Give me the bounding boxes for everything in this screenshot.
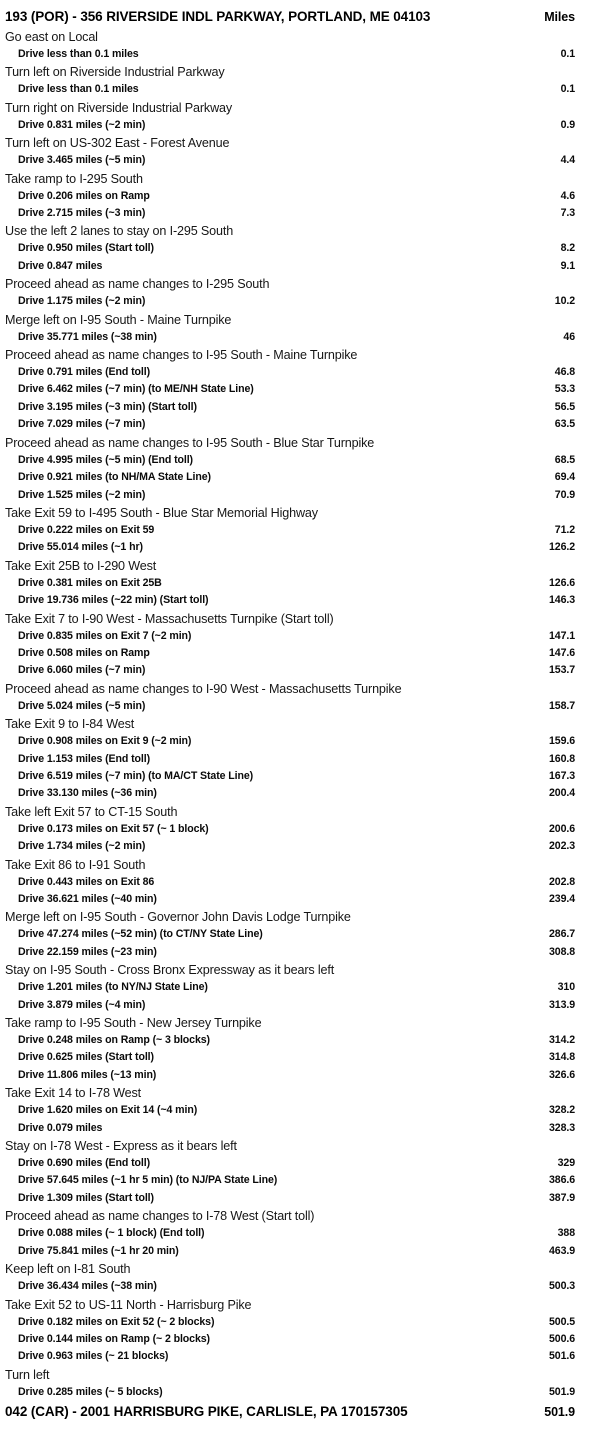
step-instruction: Turn left on Riverside Industrial Parkway xyxy=(5,65,225,80)
drive-segment-text: Drive 33.130 miles (~36 min) xyxy=(18,787,157,800)
cumulative-miles-value: 147.6 xyxy=(548,646,575,659)
drive-segment-row xyxy=(5,1049,575,1066)
step-instruction: Keep left on I-81 South xyxy=(5,1262,131,1277)
drive-segment-text: Drive less than 0.1 miles xyxy=(18,48,139,60)
drive-segment-text: Drive 0.088 miles (~ 1 block) (End toll) xyxy=(18,1227,205,1240)
drive-segment-text: Drive 6.462 miles (~7 min) (to ME/NH State Line) xyxy=(18,383,254,396)
cumulative-miles-value: 500.5 xyxy=(548,1315,575,1328)
drive-segment-row xyxy=(5,364,575,381)
step-instruction: Take ramp to I-95 South - New Jersey Turnpike xyxy=(5,1016,262,1031)
drive-segment-row xyxy=(5,575,575,592)
cumulative-miles-value: 160.8 xyxy=(548,752,575,765)
drive-segment-text: Drive 0.835 miles on Exit 7 (~2 min) xyxy=(18,629,192,642)
step-instruction: Merge left on I-95 South - Governor John Davis Lodge Turnpike xyxy=(5,910,351,925)
drive-segment-text: Drive 0.182 miles on Exit 52 (~ 2 blocks) xyxy=(18,1315,215,1328)
cumulative-miles-value: 4.4 xyxy=(560,154,575,167)
drive-segment-row xyxy=(5,1331,575,1348)
drive-segment-text: Drive 2.715 miles (~3 min) xyxy=(18,207,146,220)
drive-segment-row xyxy=(5,1384,575,1401)
drive-segment-text: Drive 0.508 miles on Ramp xyxy=(18,646,150,659)
step-instruction: Merge left on I-95 South - Maine Turnpike xyxy=(5,312,232,327)
drive-segment-text: Drive 0.144 miles on Ramp (~ 2 blocks) xyxy=(18,1332,210,1345)
step-instruction: Use the left 2 lanes to stay on I-295 South xyxy=(5,224,234,239)
drive-segment-text: Drive 0.921 miles (to NH/MA State Line) xyxy=(18,471,211,484)
drive-segment-row xyxy=(5,1155,575,1172)
steps-list xyxy=(5,28,575,1401)
cumulative-miles-value: 328.2 xyxy=(548,1104,575,1117)
drive-segment-text: Drive 0.173 miles on Exit 57 (~ 1 block) xyxy=(18,822,209,835)
drive-segment-row xyxy=(5,944,575,961)
drive-segment-row xyxy=(5,452,575,469)
step-instruction: Proceed ahead as name changes to I-90 West - Massachusetts Turnpike xyxy=(5,681,402,696)
cumulative-miles-value: 153.7 xyxy=(548,664,575,677)
cumulative-miles-value: 146.3 xyxy=(548,594,575,607)
drive-segment-row xyxy=(5,838,575,855)
step-instruction: Take Exit 14 to I-78 West xyxy=(5,1086,142,1101)
cumulative-miles-value: 326.6 xyxy=(548,1068,575,1081)
drive-segment-text: Drive 36.621 miles (~40 min) xyxy=(18,893,157,905)
cumulative-miles-value: 202.3 xyxy=(548,840,575,853)
drive-segment-row xyxy=(5,926,575,943)
drive-segment-row xyxy=(5,1243,575,1260)
cumulative-miles-value: 0.9 xyxy=(560,118,575,131)
cumulative-miles-value: 501.6 xyxy=(548,1350,575,1363)
cumulative-miles-value: 46 xyxy=(563,330,575,343)
drive-segment-row xyxy=(5,46,575,63)
cumulative-miles-value: 46.8 xyxy=(554,366,575,379)
drive-segment-text: Drive 75.841 miles (~1 hr 20 min) xyxy=(18,1244,179,1257)
drive-segment-row xyxy=(5,874,575,891)
drive-segment-text: Drive 0.625 miles (Start toll) xyxy=(18,1051,154,1064)
cumulative-miles-value: 0.1 xyxy=(560,48,575,60)
cumulative-miles-value: 7.3 xyxy=(560,207,575,220)
drive-segment-row xyxy=(5,751,575,768)
step-instruction: Turn right on Riverside Industrial Parkway xyxy=(5,100,233,115)
drive-segment-text: Drive 0.908 miles on Exit 9 (~2 min) xyxy=(18,735,192,748)
drive-segment-row xyxy=(5,1225,575,1242)
drive-segment-text: Drive 57.645 miles (~1 hr 5 min) (to NJ/PA State Line) xyxy=(18,1174,278,1187)
drive-segment-text: Drive 0.950 miles (Start toll) xyxy=(18,242,154,255)
drive-segment-text: Drive 7.029 miles (~7 min) xyxy=(18,418,146,431)
step-instruction: Take left Exit 57 to CT-15 South xyxy=(5,804,178,819)
cumulative-miles-value: 313.9 xyxy=(548,998,575,1011)
drive-segment-text: Drive 0.285 miles (~ 5 blocks) xyxy=(18,1385,163,1398)
destination-total-miles: 501.9 xyxy=(544,1405,575,1420)
cumulative-miles-value: 329 xyxy=(557,1157,575,1170)
cumulative-miles-value: 0.1 xyxy=(560,83,575,96)
drive-segment-text: Drive 1.201 miles (to NY/NJ State Line) xyxy=(18,981,208,994)
step-instruction: Take Exit 25B to I-290 West xyxy=(5,558,157,573)
drive-segment-text: Drive 0.791 miles (End toll) xyxy=(18,366,151,379)
destination-title: 042 (CAR) - 2001 HARRISBURG PIKE, CARLISLE, PA 170157305 xyxy=(5,1404,408,1420)
drive-segment-text: Drive 36.434 miles (~38 min) xyxy=(18,1280,157,1293)
cumulative-miles-value: 167.3 xyxy=(548,769,575,782)
drive-segment-text: Drive 55.014 miles (~1 hr) xyxy=(18,541,143,554)
drive-segment-row xyxy=(5,628,575,645)
drive-segment-row xyxy=(5,821,575,838)
drive-segment-row xyxy=(5,1172,575,1189)
cumulative-miles-value: 147.1 xyxy=(548,629,575,642)
cumulative-miles-value: 126.6 xyxy=(548,576,575,589)
cumulative-miles-value: 328.3 xyxy=(548,1121,575,1134)
cumulative-miles-value: 386.6 xyxy=(548,1174,575,1187)
drive-segment-text: Drive 0.381 miles on Exit 25B xyxy=(18,576,162,589)
cumulative-miles-value: 53.3 xyxy=(554,383,575,396)
cumulative-miles-value: 286.7 xyxy=(548,928,575,941)
drive-segment-row xyxy=(5,1278,575,1295)
cumulative-miles-value: 200.4 xyxy=(548,787,575,800)
step-instruction: Proceed ahead as name changes to I-95 South - Blue Star Turnpike xyxy=(5,435,375,450)
drive-segment-row xyxy=(5,469,575,486)
drive-segment-row xyxy=(5,293,575,310)
cumulative-miles-value: 501.9 xyxy=(548,1385,575,1398)
drive-segment-row xyxy=(5,522,575,539)
drive-segment-row xyxy=(5,487,575,504)
drive-segment-text: Drive 3.879 miles (~4 min) xyxy=(18,998,146,1011)
origin-title: 193 (POR) - 356 RIVERSIDE INDL PARKWAY, PORTLAND, ME 04103 xyxy=(5,9,431,24)
drive-segment-row xyxy=(5,81,575,98)
cumulative-miles-value: 388 xyxy=(557,1227,575,1240)
drive-segment-text: Drive 1.734 miles (~2 min) xyxy=(18,840,146,853)
drive-segment-row xyxy=(5,416,575,433)
cumulative-miles-value: 10.2 xyxy=(554,295,575,308)
drive-segment-text: Drive 0.690 miles (End toll) xyxy=(18,1157,151,1170)
drive-segment-text: Drive 4.995 miles (~5 min) (End toll) xyxy=(18,453,193,466)
drive-segment-text: Drive 19.736 miles (~22 min) (Start toll) xyxy=(18,594,209,607)
drive-segment-text: Drive 0.248 miles on Ramp (~ 3 blocks) xyxy=(18,1034,210,1047)
drive-segment-row xyxy=(5,1032,575,1049)
drive-segment-text: Drive 22.159 miles (~23 min) xyxy=(18,945,157,958)
drive-segment-text: Drive 3.465 miles (~5 min) xyxy=(18,154,146,167)
drive-segment-row xyxy=(5,117,575,134)
drive-segment-text: Drive 35.771 miles (~38 min) xyxy=(18,330,157,343)
cumulative-miles-value: 70.9 xyxy=(554,488,575,501)
cumulative-miles-value: 202.8 xyxy=(548,875,575,888)
cumulative-miles-value: 71.2 xyxy=(554,523,575,536)
cumulative-miles-value: 56.5 xyxy=(554,400,575,413)
drive-segment-text: Drive 0.206 miles on Ramp xyxy=(18,189,150,202)
step-instruction: Take Exit 86 to I-91 South xyxy=(5,857,146,872)
step-instruction: Take Exit 52 to US-11 North - Harrisburg Pike xyxy=(5,1297,252,1312)
cumulative-miles-value: 4.6 xyxy=(560,189,575,202)
drive-segment-row xyxy=(5,240,575,257)
cumulative-miles-value: 310 xyxy=(557,981,575,994)
cumulative-miles-value: 69.4 xyxy=(554,471,575,484)
drive-segment-row xyxy=(5,645,575,662)
cumulative-miles-value: 463.9 xyxy=(548,1244,575,1257)
drive-segment-text: Drive 1.620 miles on Exit 14 (~4 min) xyxy=(18,1104,198,1117)
step-instruction: Take Exit 9 to I-84 West xyxy=(5,717,135,732)
origin-header-row xyxy=(5,6,575,28)
cumulative-miles-value: 387.9 xyxy=(548,1191,575,1204)
step-instruction: Proceed ahead as name changes to I-78 West (Start toll) xyxy=(5,1209,315,1224)
drive-segment-row xyxy=(5,733,575,750)
drive-segment-text: Drive 3.195 miles (~3 min) (Start toll) xyxy=(18,400,197,413)
drive-segment-text: Drive 1.525 miles (~2 min) xyxy=(18,488,146,501)
drive-segment-row xyxy=(5,592,575,609)
drive-segment-text: Drive 0.079 miles xyxy=(18,1121,103,1134)
drive-segment-row xyxy=(5,1102,575,1119)
drive-segment-text: Drive 5.024 miles (~5 min) xyxy=(18,699,146,712)
drive-segment-row xyxy=(5,152,575,169)
drive-segment-row xyxy=(5,1314,575,1331)
drive-segment-text: Drive 0.963 miles (~ 21 blocks) xyxy=(18,1350,169,1363)
drive-segment-text: Drive 1.175 miles (~2 min) xyxy=(18,295,146,308)
drive-segment-row xyxy=(5,1348,575,1365)
cumulative-miles-value: 9.1 xyxy=(560,259,575,272)
drive-segment-row xyxy=(5,768,575,785)
drive-segment-row xyxy=(5,1120,575,1137)
drive-segment-row xyxy=(5,891,575,908)
step-instruction: Go east on Local xyxy=(5,30,98,44)
drive-segment-row xyxy=(5,381,575,398)
step-instruction: Turn left xyxy=(5,1367,50,1382)
drive-segment-row xyxy=(5,662,575,679)
drive-segment-row xyxy=(5,979,575,996)
drive-segment-row xyxy=(5,188,575,205)
drive-segment-text: Drive 1.153 miles (End toll) xyxy=(18,752,151,765)
step-instruction: Proceed ahead as name changes to I-95 South - Maine Turnpike xyxy=(5,348,358,363)
cumulative-miles-value: 68.5 xyxy=(554,453,575,466)
cumulative-miles-value: 8.2 xyxy=(560,242,575,255)
step-instruction: Stay on I-78 West - Express as it bears left xyxy=(5,1139,237,1154)
drive-segment-text: Drive 47.274 miles (~52 min) (to CT/NY State Line) xyxy=(18,928,263,941)
cumulative-miles-value: 239.4 xyxy=(548,893,575,905)
step-instruction: Proceed ahead as name changes to I-295 South xyxy=(5,277,270,292)
drive-segment-row xyxy=(5,329,575,346)
cumulative-miles-value: 314.8 xyxy=(548,1051,575,1064)
cumulative-miles-value: 63.5 xyxy=(554,418,575,431)
drive-segment-row xyxy=(5,997,575,1014)
cumulative-miles-value: 159.6 xyxy=(548,735,575,748)
drive-segment-row xyxy=(5,205,575,222)
step-instruction: Stay on I-95 South - Cross Bronx Expressway as it bears left xyxy=(5,963,335,978)
drive-segment-row xyxy=(5,1067,575,1084)
drive-segment-text: Drive 1.309 miles (Start toll) xyxy=(18,1191,154,1204)
cumulative-miles-value: 314.2 xyxy=(548,1034,575,1047)
step-instruction: Take Exit 7 to I-90 West - Massachusetts Turnpike (Start toll) xyxy=(5,611,334,626)
drive-segment-row xyxy=(5,785,575,802)
drive-segment-text: Drive 0.831 miles (~2 min) xyxy=(18,118,146,131)
cumulative-miles-value: 500.6 xyxy=(548,1332,575,1345)
destination-footer-row xyxy=(5,1401,575,1423)
drive-segment-text: Drive 11.806 miles (~13 min) xyxy=(18,1068,157,1081)
cumulative-miles-value: 200.6 xyxy=(548,822,575,835)
drive-segment-row xyxy=(5,539,575,556)
cumulative-miles-value: 158.7 xyxy=(548,699,575,712)
step-instruction: Turn left on US-302 East - Forest Avenue xyxy=(5,136,230,151)
step-instruction: Take ramp to I-295 South xyxy=(5,171,143,186)
drive-segment-row xyxy=(5,399,575,416)
drive-segment-text: Drive 0.443 miles on Exit 86 xyxy=(18,875,155,888)
drive-segment-text: Drive 0.222 miles on Exit 59 xyxy=(18,523,155,536)
drive-segment-text: Drive 6.519 miles (~7 min) (to MA/CT State Line) xyxy=(18,769,254,782)
drive-segment-text: Drive 0.847 miles xyxy=(18,259,103,272)
drive-segment-row xyxy=(5,258,575,275)
cumulative-miles-value: 126.2 xyxy=(548,541,575,554)
cumulative-miles-value: 308.8 xyxy=(548,945,575,958)
cumulative-miles-value: 500.3 xyxy=(548,1280,575,1293)
drive-segment-row xyxy=(5,698,575,715)
step-instruction: Take Exit 59 to I-495 South - Blue Star Memorial Highway xyxy=(5,505,318,520)
drive-segment-text: Drive 6.060 miles (~7 min) xyxy=(18,664,146,677)
drive-segment-row xyxy=(5,1190,575,1207)
drive-segment-text: Drive less than 0.1 miles xyxy=(18,83,139,96)
miles-column-header: Miles xyxy=(544,10,575,24)
